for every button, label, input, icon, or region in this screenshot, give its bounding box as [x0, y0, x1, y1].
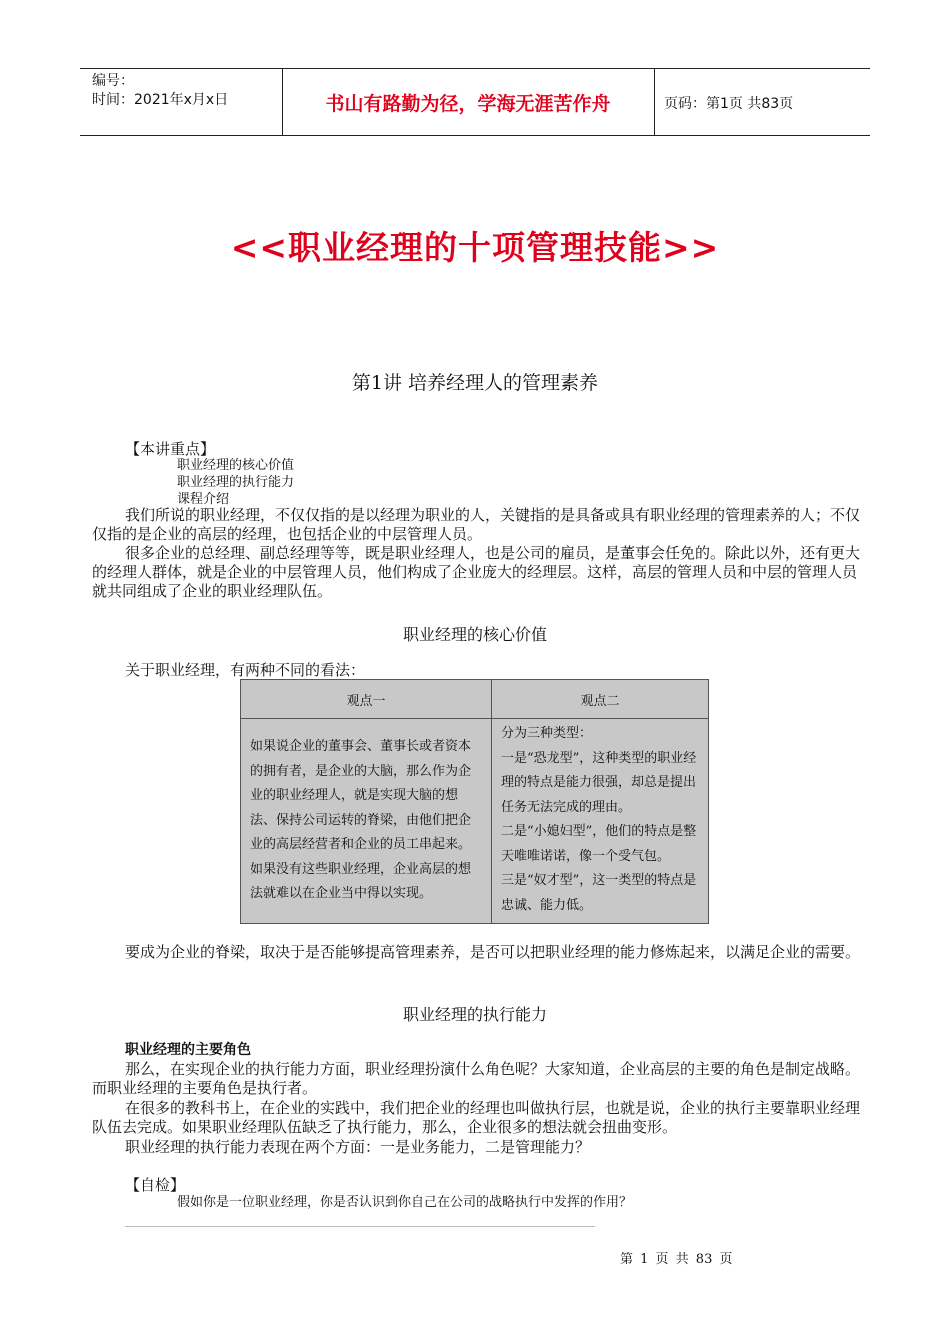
header-number-label: 编号： — [92, 73, 134, 89]
section-paragraph: 在很多的教科书上，在企业的实践中，我们把企业的经理也叫做执行层，也就是说，企业的执行主要靠职业经理队伍去完成。如果职业经理队伍缺乏了执行能力，那么，企业很多的想法就会扭曲变形。 — [92, 1099, 861, 1136]
intro-paragraph: 很多企业的总经理、副总经理等等，既是职业经理人，也是公司的雇员，是董事会任免的。除此以外，还有更大的经理人群体，就是企业的中层管理人员，他们构成了企业庞大的经理层。这样，高层的管理人员和中层的管理人员就共同组成了企业的职业经理队伍。 — [92, 544, 861, 600]
view-one-text: 如果说企业的董事会、董事长或者资本的拥有者，是企业的大脑，那么作为企业的职业经理人，就是实现大脑的想法、保持公司运转的脊梁，由他们把企业的高层经营者和企业的员工串起来。如果没有这些职业经理，企业高层的想法就难以在企业当中得以实现。 — [250, 739, 472, 902]
key-point-item: 课程介绍 — [177, 492, 230, 507]
view-two-line: 二是“小媳妇型”，他们的特点是整天唯唯诺诺，像一个受气包。 — [501, 824, 697, 864]
key-point-item: 职业经理的执行能力 — [177, 475, 295, 490]
lecture-title: 第1讲 培养经理人的管理素养 — [351, 372, 599, 394]
footnote-rule — [125, 1226, 595, 1227]
header-page-info: 页码：第1页 共83页 — [664, 96, 794, 112]
view-two-line: 三是“奴才型”，这一类型的特点是忠诚、能力低。 — [501, 873, 697, 913]
header-time-label: 时间：2021年x月x日 — [92, 92, 229, 108]
view-two-line: 分为三种类型： — [501, 726, 593, 741]
table-header: 观点一 — [241, 680, 492, 719]
section-paragraph: 那么，在实现企业的执行能力方面，职业经理扮演什么角色呢？大家知道，企业高层的主要的角色是制定战略。而职业经理的主要角色是执行者。 — [92, 1060, 861, 1097]
subheading: 职业经理的主要角色 — [125, 1042, 251, 1058]
section-lead: 关于职业经理，有两种不同的看法： — [125, 661, 366, 679]
header-motto: 书山有路勤为径，学海无涯苦作舟 — [325, 92, 611, 115]
section-paragraph: 要成为企业的脊梁，取决于是否能够提高管理素养，是否可以把职业经理的能力修炼起来，以满足企业的需要。 — [125, 943, 861, 961]
page-footer: 第 1 页 共 83 页 — [620, 1252, 733, 1267]
table-cell-view-two — [492, 719, 709, 924]
key-point-item: 职业经理的核心价值 — [177, 458, 295, 473]
document-title: <<职业经理的十项管理技能>> — [230, 228, 720, 267]
section-title: 职业经理的执行能力 — [402, 1005, 547, 1024]
section-paragraph: 职业经理的执行能力表现在两个方面：一是业务能力，二是管理能力？ — [125, 1138, 591, 1156]
intro-paragraph: 我们所说的职业经理，不仅仅指的是以经理为职业的人，关键指的是具备或具有职业经理的管理素养的人；不仅仅指的是企业的高层的经理，也包括企业的中层管理人员。 — [92, 506, 861, 543]
section-title: 职业经理的核心价值 — [402, 625, 547, 644]
view-two-line: 一是“恐龙型”，这种类型的职业经理的特点是能力很强，却总是提出任务无法完成的理由。 — [501, 750, 697, 815]
self-check-question: 假如你是一位职业经理，你是否认识到你自己在公司的战略执行中发挥的作用？ — [177, 1195, 633, 1210]
table-cell-view-one — [241, 719, 492, 924]
table-header: 观点二 — [492, 680, 709, 719]
self-check-heading: 【自检】 — [125, 1176, 186, 1194]
key-points-heading: 【本讲重点】 — [125, 440, 216, 458]
viewpoints-table — [240, 679, 709, 924]
header-divider-right — [654, 68, 655, 136]
header-left — [92, 72, 228, 110]
